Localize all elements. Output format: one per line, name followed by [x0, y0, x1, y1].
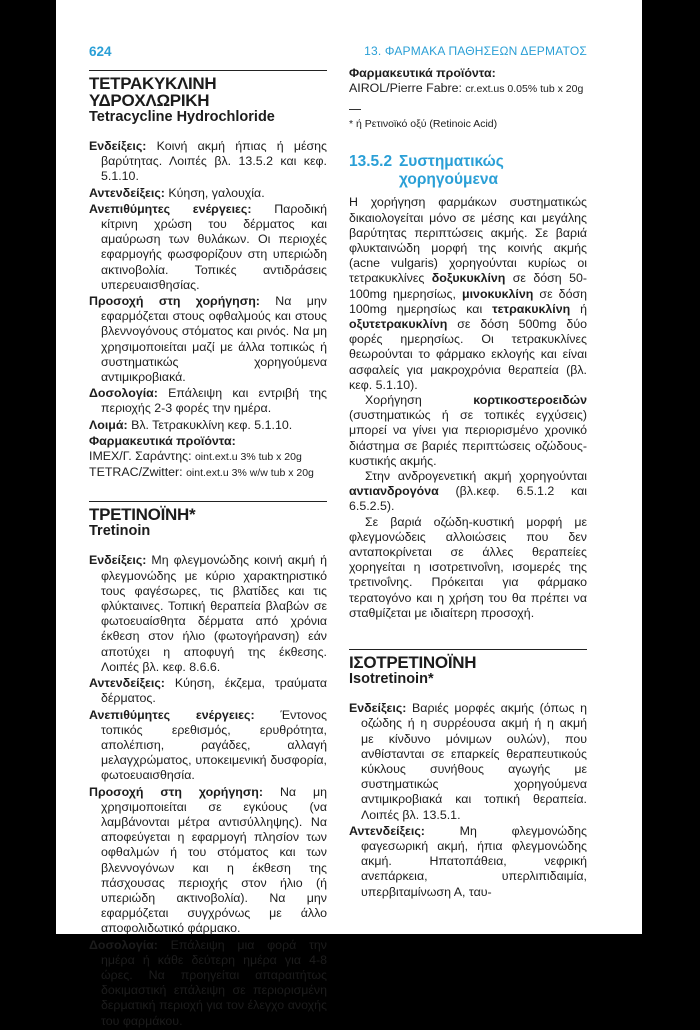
entry-text: Μη φλεγμονώδης φαγεσωρική ακμή, ήπια φλεγμονώδης ακμή. Ηπατοπάθεια, νεφρική ανεπάρκεια, υπερλιπιδαιμία, υπερβιταμίνωση Α, ταυ-: [361, 823, 587, 899]
drug-name: κορτικοστεροειδών: [473, 393, 587, 408]
dosage-entry: [89, 386, 327, 416]
entry-label: Ενδείξεις:: [349, 701, 407, 716]
adverse-effects-entry: [89, 202, 327, 293]
section-heading: [349, 153, 587, 189]
drug-title-latin: Tretinoin: [89, 523, 151, 540]
footnote-rule: [349, 109, 361, 110]
drug-name: τετρακυκλίνη: [492, 301, 571, 316]
entry-text: Κύηση, έκζεμα, τραύματα δέρματος.: [101, 676, 327, 706]
section-paragraph: Σε βαριά οζώδη-κυστική μορφή με φλεγμονώδεις αλλοιώσεις που δεν ανταποκρίνεται σε άλλες θεραπείες χορηγείται η ισοτρετινοΐνη, ισομερές της τρετινοΐνης. Πρόκειται για φάρμακο τερατογόνο και η χρήση του θα πρέπει να σταθμίζεται με ιδιαίτερη προσοχή.: [349, 514, 587, 620]
entry-label: Ενδείξεις:: [89, 139, 147, 153]
products-heading: Φαρμακευτικά προϊόντα:: [89, 433, 236, 448]
entry-text: Να μην εφαρμόζεται στους οφθαλμούς και στους βλεννογόνους στόματος και ρινός. Να μη χρησιμοποιείται μαζί με άλλα τοπικώς ή συστηματικώς χορηγούμενα αντιμικροβιακά.: [101, 294, 328, 385]
drug-title-latin: Tetracycline Hydrochloride: [89, 109, 275, 125]
text: (βλ.κεφ. 6.5.1.2 και 6.5.2.5).: [349, 484, 587, 514]
indications-entry: [349, 701, 587, 823]
entry-text: Έντονος τοπικός ερεθισμός, ερυθρότητα, απολέπιση, ραγάδες, αλλαγή μελαγχρώματος, υποκειμενική δυσφορία, φωτοευαισθησία.: [101, 707, 327, 783]
contraindications-entry: [349, 824, 587, 900]
products-heading: Φαρμακευτικά προϊόντα:: [349, 66, 496, 80]
entry-label: Δοσολογία:: [89, 937, 158, 952]
text: σε δόση 100mg ημερησίως και: [349, 286, 587, 316]
divider: [349, 649, 587, 650]
contraindications-entry: [89, 676, 327, 706]
left-column: [89, 70, 327, 1030]
drug-name: αντιανδρογόνα: [349, 484, 439, 499]
entry-label: Προσοχή στη χορήγηση:: [89, 784, 264, 799]
entry-label: Αντενδείξεις:: [89, 676, 165, 691]
section-paragraph: [349, 469, 587, 515]
product-detail: cr.ext.us 0.05% tub x 20g: [465, 83, 584, 96]
adverse-effects-entry: [89, 708, 327, 784]
text: Στην ανδρογενετική ακμή χορηγούνται: [365, 469, 587, 484]
divider: [89, 70, 327, 71]
text: Χορήγηση: [365, 393, 474, 408]
entry-text: Κοινή ακμή ήπιας ή μέσης βαρύτητας. Λοιπές βλ. 13.5.2 και κεφ. 5.1.10.: [101, 139, 327, 184]
footnote: * ή Ρετινοϊκό οξύ (Retinoic Acid): [349, 118, 498, 131]
contraindications-entry: [89, 186, 327, 201]
chapter-title: 13. ΦΑΡΜΑΚΑ ΠΑΘΗΣΕΩΝ ΔΕΡΜΑΤΟΣ: [364, 44, 587, 58]
section-paragraph: [349, 195, 587, 393]
drug-name: δοξυκυκλίνη: [431, 271, 506, 286]
caution-entry: [89, 294, 327, 385]
entry-text: Μη φλεγμονώδης κοινή ακμή ή φλεγμονώδης με κύριο χαρακτηριστικό τους φαγέσωρες, τις βλατίδες και τις φλύκταινες. Τοπική θεραπεία βλαβών σε φωτοευαίσθητα δέρματα από χρόνια έκθεση στον ήλιο (φωτογήρανση) εάν αποτύχει η αποφυγή της έκθεσης. Λοιπές βλ. κεφ. 8.6.6.: [101, 553, 327, 674]
infections-entry: [89, 418, 327, 433]
entry-label: Ανεπιθύμητες ενέργειες:: [89, 707, 255, 722]
product-name: AIROL/Pierre Fabre:: [349, 81, 462, 96]
indications-entry: [89, 139, 327, 185]
drug-title-latin: Isotretinoin*: [349, 671, 434, 688]
drug-title-greek: ΤΕΤΡΑΚΥΚΛΙΝΗ ΥΔΡΟΧΛΩΡΙΚΗ: [89, 74, 217, 110]
entry-label: Αντενδείξεις:: [349, 823, 425, 838]
right-column: [349, 62, 587, 901]
entry-label: Δοσολογία:: [89, 386, 158, 401]
indications-entry: [89, 553, 327, 675]
entry-label: Λοιμά:: [89, 417, 128, 432]
drug-name: οξυτετρακυκλίνη: [349, 317, 448, 332]
product-name: TETRAC/Zwitter:: [89, 465, 183, 480]
caution-entry: [89, 785, 327, 937]
entry-text: Επάλειψη και εντριβή της περιοχής 2-3 φορές την ημέρα.: [101, 386, 327, 416]
entry-text: Βαριές μορφές ακμής (όπως η οζώδης ή η συρρέουσα ακμή ή η ακμή με κίνδυνο μόνιμων ουλών), που ανθίστανται σε επαρκείς θεραπευτικούς κύκλους συνήθους αγωγής με συστηματικώς χορηγούμενα αντιμικροβιακά και τοπική θεραπεία. Λοιπές βλ. 13.5.1.: [361, 701, 587, 822]
product-line: [349, 81, 587, 97]
entry-label: Ανεπιθύμητες ενέργειες:: [89, 201, 252, 216]
text: (συστηματικώς ή σε τοπικές εγχύσεις) μπορεί να γίνει για περιορισμένο χρονικό διάστημα σε βαριές περιπτώσεις οζώδους-κυστικής ακμής.: [349, 408, 587, 468]
text: ή: [570, 301, 587, 316]
entry-text: Παροδική κίτρινη χρώση του δέρματος και αμαύρωση των θυλάκων. Οι περιοχές εφαρμογής φωσφορίζουν στη υπεριώδη ακτινοβολία. Τοπικές αντιδράσεις υπερευαισθησίας.: [101, 201, 327, 292]
text: σε δόση 500mg δύο φορές ημερησίως. Οι τετρακυκλίνες θεωρούνται το φάρμακο εκλογής και είναι ασφαλείς για μακροχρόνια θεραπεία (βλ. κεφ. 5.1.10).: [349, 317, 587, 392]
drug-title-greek: ΙΣΟΤΡΕΤΙΝΟΪΝΗ: [349, 653, 477, 673]
product-name: IMEX/Γ. Σαράντης:: [89, 449, 192, 464]
divider: [89, 501, 327, 502]
entry-label: Ενδείξεις:: [89, 553, 147, 568]
text: Η χορήγηση φαρμάκων συστηματικώς δικαιολογείται μόνο σε μέσης και μεγάλης βαρύτητας περιπτώσεις ακμής. Σε βαριά φλυκταινώδη μορφή της κοινής ακμής (acne vulgaris) χορηγούνται κυρίως οι τετρακυκλίνες: [349, 195, 587, 286]
product-line: [89, 465, 327, 481]
entry-text: Επάλειψη μια φορά την ημέρα ή κάθε δεύτερη ημέρα για 4-8 ώρες. Να προηγείται απαραιτήτως δοκιμαστική επάλειψη σε περιορισμένη δερματική περιοχή για τον έλεγχο ανοχής του φαρμάκου.: [101, 937, 327, 1028]
section-paragraph: [349, 393, 587, 469]
product-line: [89, 449, 327, 465]
book-page: [56, 0, 642, 1028]
dosage-entry: [89, 938, 327, 1029]
entry-label: Αντενδείξεις:: [89, 185, 165, 200]
section-title: Συστηματικώς χορηγούμενα: [399, 153, 504, 189]
product-detail: oint.ext.u 3% tub x 20g: [194, 451, 302, 464]
product-detail: oint.ext.u 3% w/w tub x 20g: [186, 467, 314, 480]
entry-text: Κύηση, γαλουχία.: [168, 185, 265, 200]
page-number: 624: [89, 44, 112, 59]
entry-text: Να μη χρησιμοποιείται σε εγκύους (να λαμβάνονται μέτρα αντισύλληψης). Να αποφεύγεται η εφαρμογή πλησίον των οφθαλμών ή του στόματος και των βλεννογόνων και η έκθεση της πάσχουσας περιοχής στον ήλιο (ή υπεριώδη ακτινοβολία). Να μην εφαρμόζεται συγχρόνως με άλλο αποφολιδωτικό φάρμακο.: [101, 784, 327, 936]
text: σε δόση 50-100mg ημερησίως,: [349, 271, 587, 301]
drug-name: μινοκυκλίνη: [462, 286, 534, 301]
entry-text: Βλ. Τετρακυκλίνη κεφ. 5.1.10.: [131, 417, 293, 432]
section-number: 13.5.2: [349, 153, 393, 171]
drug-title-greek: ΤΡΕΤΙΝΟΪΝΗ*: [89, 505, 196, 525]
entry-label: Προσοχή στη χορήγηση:: [89, 294, 260, 309]
